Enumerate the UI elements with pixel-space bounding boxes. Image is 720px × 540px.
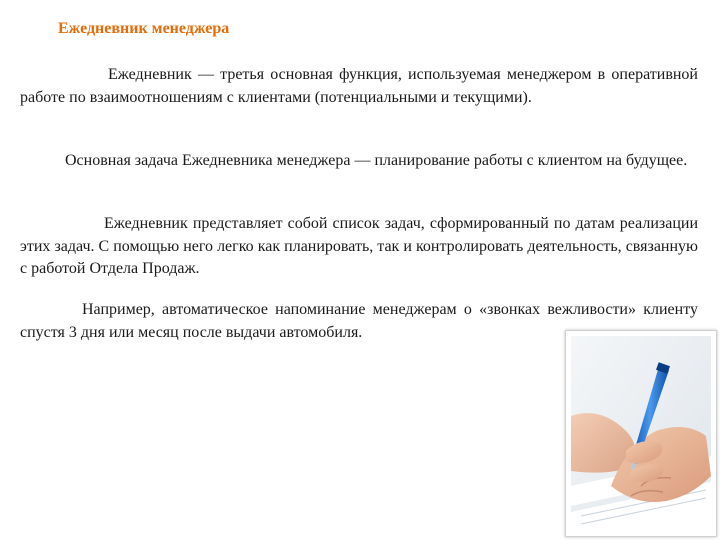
page-title: Ежедневник менеджера xyxy=(58,20,230,37)
paragraph-example: Например, автоматическое напоминание менеджерам о «звонках вежливости» клиенту спустя 3 дня или месяц после выдачи автомобиля. xyxy=(20,301,698,341)
paragraph-main-task: Основная задача Ежедневника менеджера — планирование работы с клиентом на будущее. xyxy=(65,152,688,169)
paragraph-intro: Ежедневник — третья основная функция, используемая менеджером в оперативной работе по взаимоотношениям с клиентами (потенциальными и текущими). xyxy=(20,66,698,106)
photo-frame xyxy=(565,330,717,537)
hand-writing-with-pen-image xyxy=(571,336,711,531)
paragraph-description: Ежедневник представляет собой список задач, сформированный по датам реализации этих задач. С помощью него легко как планировать, так и контролировать деятельность, связанную с работой Отдела Продаж. xyxy=(20,215,698,277)
